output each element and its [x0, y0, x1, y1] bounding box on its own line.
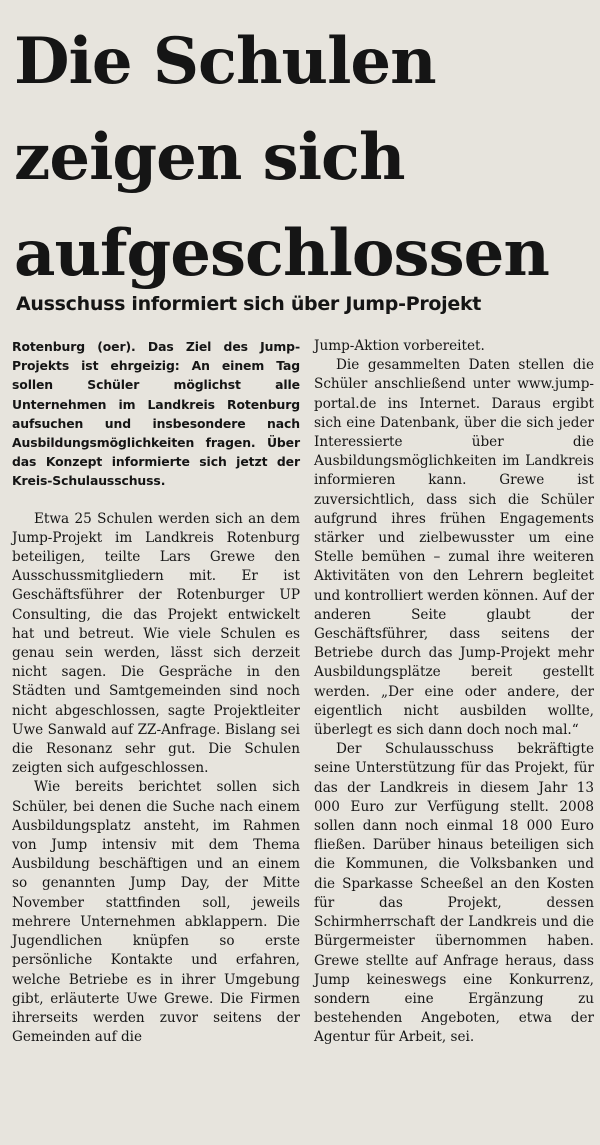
body-paragraph: Jump-Aktion vorbereitet.	[314, 338, 485, 354]
article-column-right	[314, 337, 594, 1048]
headline	[14, 14, 594, 302]
headline-line: zeigen sich	[14, 120, 405, 195]
headline-line: aufgeschlossen	[14, 216, 549, 291]
body-paragraph: Die gesammelten Daten stellen die Schüler anschließend unter www.jump-portal.de ins Internet. Daraus ergibt sich eine Datenbank, über die sich jeder Interessierte über die Ausbildungsmöglichkeiten im Landkreis informieren kann. Grewe ist zuversichtlich, dass sich die Schüler aufgrund ihres frühen Engagements stärker und zielbewusster um eine Stelle bemühen – zumal ihre weiteren Aktivitäten von den Lehrern begleitet und kontrolliert werden können. Auf der anderen Seite glaubt der Geschäftsführer, dass seitens der Betriebe durch das Jump-Projekt mehr Ausbildungsplätze bereit gestellt werden. „Der eine oder andere, der eigentlich nicht ausbilden wollte, überlegt es sich dann doch noch mal.“	[314, 357, 594, 739]
body-paragraph: Der Schulausschuss bekräftigte seine Unterstützung für das Projekt, für das der Landkreis in diesem Jahr 13 000 Euro zur Verfügung stellt. 2008 sollen dann noch einmal 18 000 Euro fließen. Darüber hinaus beteiligen sich die Kommunen, die Volksbanken und die Sparkasse Scheeßel an den Kosten für das Projekt, dessen Schirmherrschaft der Landkreis und die Bürgermeister übernommen haben. Grewe stellte auf Anfrage heraus, dass Jump keineswegs eine Konkurrenz, sondern eine Ergänzung zu bestehenden Angeboten, etwa der Agentur für Arbeit, sei.	[314, 741, 594, 1046]
subheadline: Ausschuss informiert sich über Jump-Projekt	[16, 293, 482, 315]
body-paragraph: Etwa 25 Schulen werden sich an dem Jump-Projekt im Landkreis Rotenburg beteiligen, teilte Lars Grewe den Ausschussmitgliedern mit. Er ist Geschäftsführer der Rotenburger UP Consulting, die das Projekt entwickelt hat und betreut. Wie viele Schulen es genau sein werden, lässt sich derzeit nicht sagen. Die Gespräche in den Städten und Samtgemeinden sind noch nicht abgeschlossen, sagte Projektleiter Uwe Sanwald auf ZZ-Anfrage. Bislang sei die Resonanz sehr gut. Die Schulen zeigten sich aufgeschlossen.	[12, 510, 300, 777]
lead-paragraph: Rotenburg (oer). Das Ziel des Jump-Projekts ist ehrgeizig: An einem Tag sollen Schüler möglichst alle Unternehmen im Landkreis Rotenburg aufsuchen und insbesondere nach Ausbildungsmöglichkeiten fragen. Über das Konzept informierte sich jetzt der Kreis-Schulausschuss.	[12, 339, 300, 489]
article-column-left	[12, 337, 300, 1047]
headline-line: Die Schulen	[14, 24, 436, 99]
body-paragraph: Wie bereits berichtet sollen sich Schüler, bei denen die Suche nach einem Ausbildungsplatz ansteht, im Rahmen von Jump intensiv mit dem Thema Ausbildung beschäftigen und an einem so genannten Jump Day, der Mitte November stattfinden soll, jeweils mehrere Unternehmen abklappern. Die Jugendlichen knüpfen so erste persönliche Kontakte und erfahren, welche Betriebe es in ihrer Umgebung gibt, erläuterte Uwe Grewe. Die Firmen ihrerseits werden zuvor seitens der Gemeinden auf die	[12, 779, 300, 1046]
